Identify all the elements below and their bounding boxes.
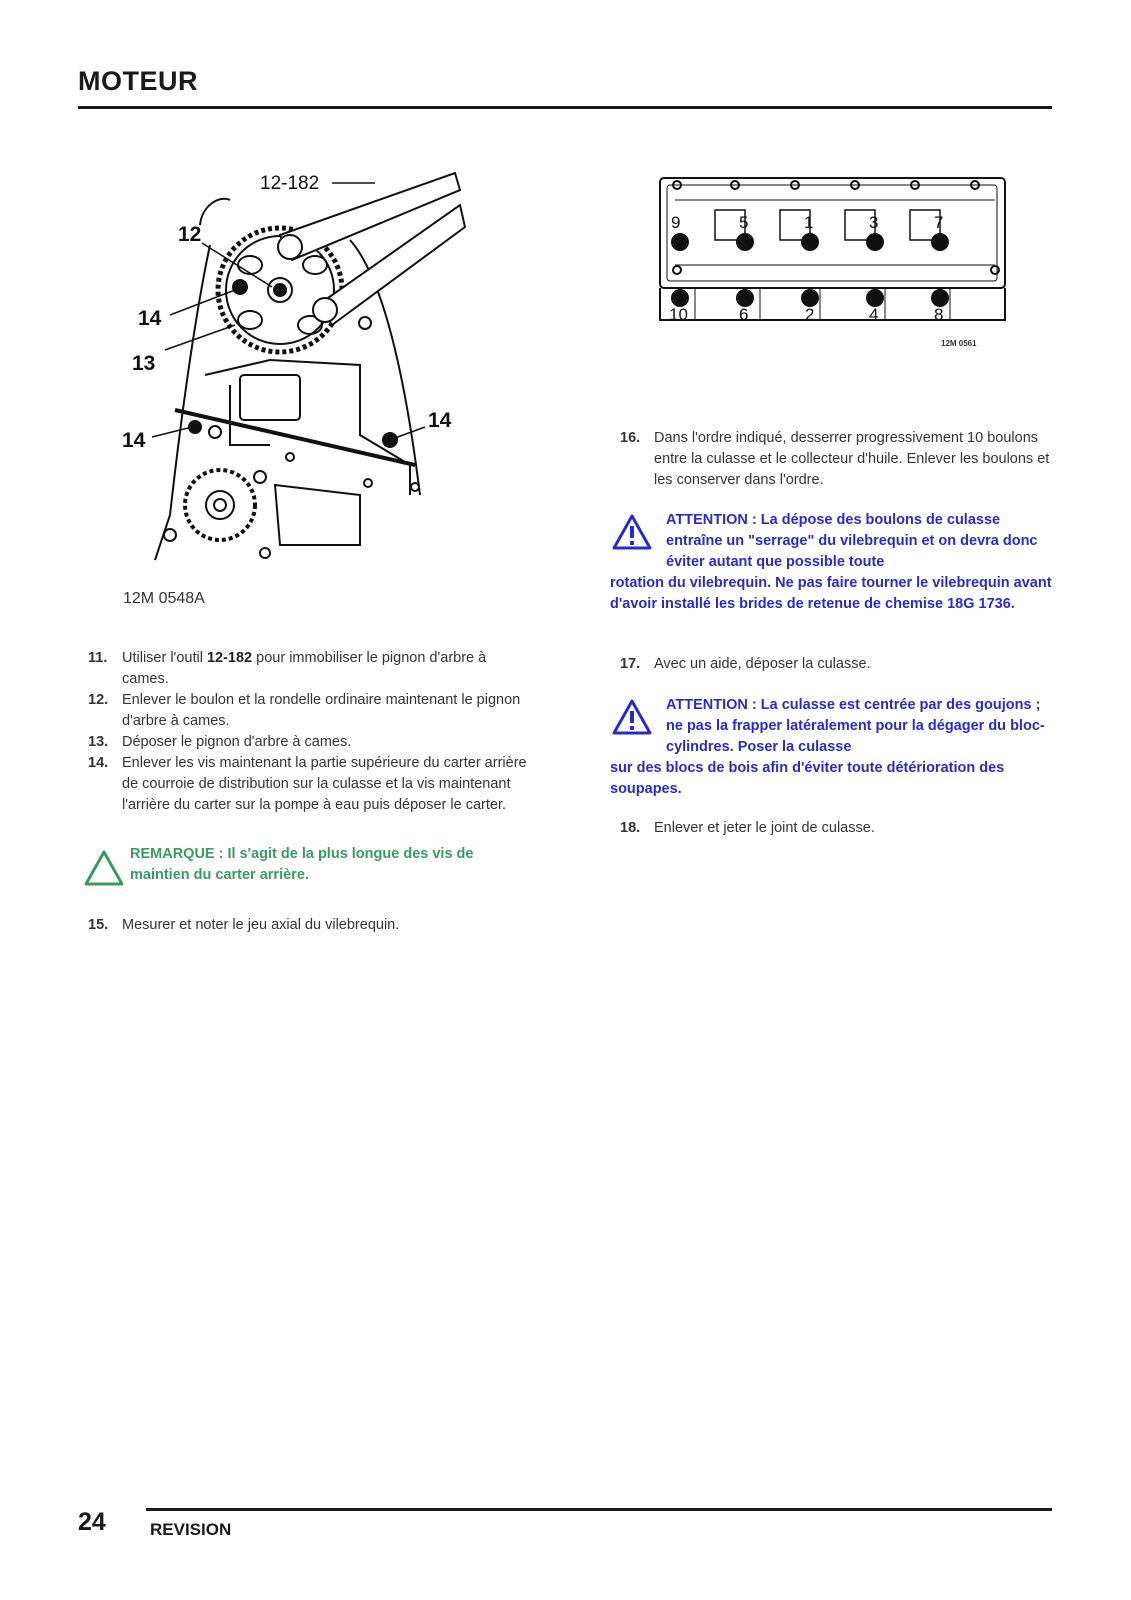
step-17 [620,654,1050,675]
warning-text-lead: ATTENTION : La culasse est centrée par des goujons ; ne pas la frapper latéralement pour la dégager du bloc-cylindres. Poser la culasse [666,697,1045,755]
step-text: Enlever le boulon et la rondelle ordinaire maintenant le pignon d'arbre à cames. [122,692,521,729]
label-14-a: 14 [138,307,162,330]
figure-caption-right: 12M 0561 [941,339,977,348]
label-14-c: 14 [428,409,452,432]
bolt-number: 1 [804,213,814,232]
step-number: 11. [88,650,108,666]
step-text: Avec un aide, déposer la culasse. [654,656,871,672]
step-15 [88,915,528,936]
step-number: 14. [88,755,109,771]
warning-1 [610,510,1055,615]
steps-left [88,648,528,816]
step-text: Enlever et jeter le joint de culasse. [654,820,875,836]
step-number: 13. [88,734,109,750]
step-number: 12. [88,692,109,708]
footer-rule [146,1508,1052,1511]
warning-2 [610,695,1055,800]
bolt-number: 6 [739,305,749,324]
step-text: Dans l'ordre indiqué, desserrer progressivement 10 boulons entre la culasse et le collecteur d'huile. Enlever les boulons et les conserver dans l'ordre. [654,430,1050,488]
bolt-number: 7 [934,213,944,232]
camshaft-pulley-diagram [110,165,490,585]
label-13: 13 [132,352,156,375]
bolt-number: 10 [669,305,688,324]
step-number: 16. [620,430,641,446]
step-12 [88,690,528,732]
note-text: REMARQUE : Il s'agit de la plus longue des vis de maintien du carter arrière. [130,846,474,883]
cylinder-head-bolt-order-diagram [655,170,1015,335]
bolt-number: 5 [739,213,749,232]
tool-reference: 12-182 [206,650,253,666]
step-18 [620,818,1050,839]
step-14 [88,753,528,816]
page-title: MOTEUR [78,66,198,96]
label-12: 12 [178,223,202,246]
bolt-number: 4 [869,305,879,324]
note-triangle-icon [78,844,130,888]
warning-triangle-icon [610,697,654,737]
step-text: Enlever les vis maintenant la partie supérieure du carter arrière de courroie de distribution sur la culasse et la vis maintenant l'arrière du carter sur la pompe à eau puis déposer le carter. [122,755,527,813]
step-text: Mesurer et noter le jeu axial du vilebrequin. [122,917,400,933]
warning-text-rest: sur des blocs de bois afin d'éviter toute détérioration des soupapes. [610,760,1005,797]
step-text: Déposer le pignon d'arbre à cames. [122,734,352,750]
step-number: 17. [620,656,641,672]
header-rule [78,106,1052,109]
bolt-number: 2 [805,305,815,324]
warning-text-lead: ATTENTION : La dépose des boulons de culasse entraîne un "serrage" du vilebrequin et on devra donc éviter autant que possible toute [666,512,1038,570]
note-remarque [78,844,528,888]
label-tool: 12-182 [260,173,320,194]
page-number: 24 [78,1508,106,1536]
figure-caption-left: 12M 0548A [123,590,205,607]
step-number: 18. [620,820,641,836]
step-13 [88,732,528,753]
step-number: 15. [88,917,109,933]
bolt-number: 8 [934,305,944,324]
step-text: Utiliser l'outil 12-182 pour immobiliser le pignon d'arbre à cames. [122,650,487,687]
bolt-number: 9 [671,213,681,232]
step-11 [88,648,528,690]
section-label: REVISION [150,1520,232,1539]
label-14-b: 14 [122,429,146,452]
warning-text-rest: rotation du vilebrequin. Ne pas faire tourner le vilebrequin avant d'avoir installé les brides de retenue de chemise 18G 1736. [610,575,1052,612]
warning-triangle-icon [610,512,654,552]
bolt-number: 3 [869,213,879,232]
step-16 [620,428,1050,491]
